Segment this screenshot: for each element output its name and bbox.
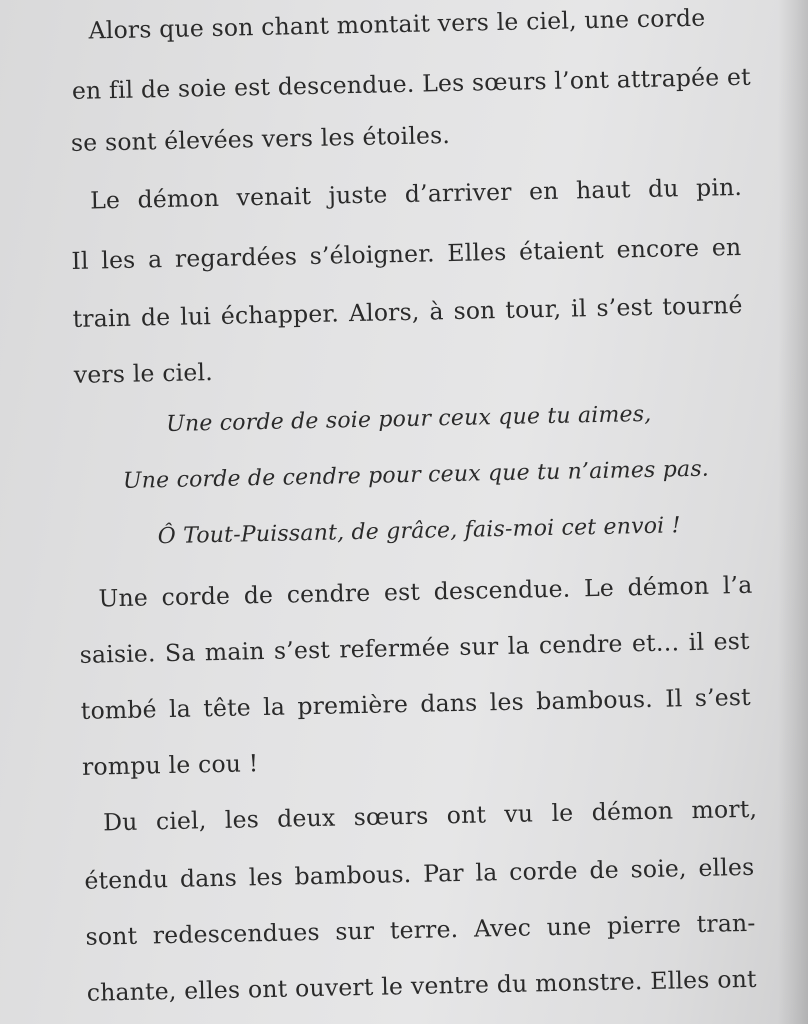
paragraph-4-line-1: Du ciel, les deux sœurs ont vu le démon mort, <box>102 794 758 837</box>
paragraph-3-line-2: saisie. Sa main s’est refermée sur la cendre et… il est <box>79 626 750 669</box>
paragraph-1-line-2: en fil de soie est descendue. Les sœurs l’ont attrapée et <box>71 62 752 105</box>
paragraph-3-line-4: rompu le cou ! <box>81 749 259 781</box>
paragraph-1-line-1: Alors que son chant montait vers le ciel, une corde <box>88 3 706 45</box>
paragraph-2-line-4: vers le ciel. <box>73 358 214 389</box>
paragraph-4-line-4: chante, elles ont ouvert le ventre du monstre. Elles ont <box>86 964 757 1007</box>
paragraph-2-line-1: Le démon venait juste d’arriver en haut du pin. <box>89 172 743 215</box>
paragraph-2-line-3: train de lui échapper. Alors, à son tour, il s’est tourné <box>72 290 743 333</box>
paragraph-4-line-3: sont redescendues sur terre. Avec une pierre tran- <box>85 908 756 951</box>
verse-line-2: Une corde de cendre pour ceux que tu n’aimes pas. <box>122 456 710 494</box>
page-spine-shadow <box>778 0 808 1024</box>
verse-line-3: Ô Tout-Puissant, de grâce, fais-moi cet envoi ! <box>157 513 681 550</box>
paragraph-3-line-3: tombé la tête la première dans les bambous. Il s’est <box>80 682 752 725</box>
paragraph-1-line-3: se sont élevées vers les étoiles. <box>70 120 451 157</box>
paragraph-4-line-2: étendu dans les bambous. Par la corde de soie, elles <box>84 852 755 895</box>
paragraph-3-line-1: Une corde de cendre est descendue. Le démon l’a <box>98 570 753 613</box>
paragraph-2-line-2: Il les a regardées s’éloigner. Elles étaient encore en <box>71 232 742 275</box>
verse-line-1: Une corde de soie pour ceux que tu aimes, <box>165 401 652 437</box>
